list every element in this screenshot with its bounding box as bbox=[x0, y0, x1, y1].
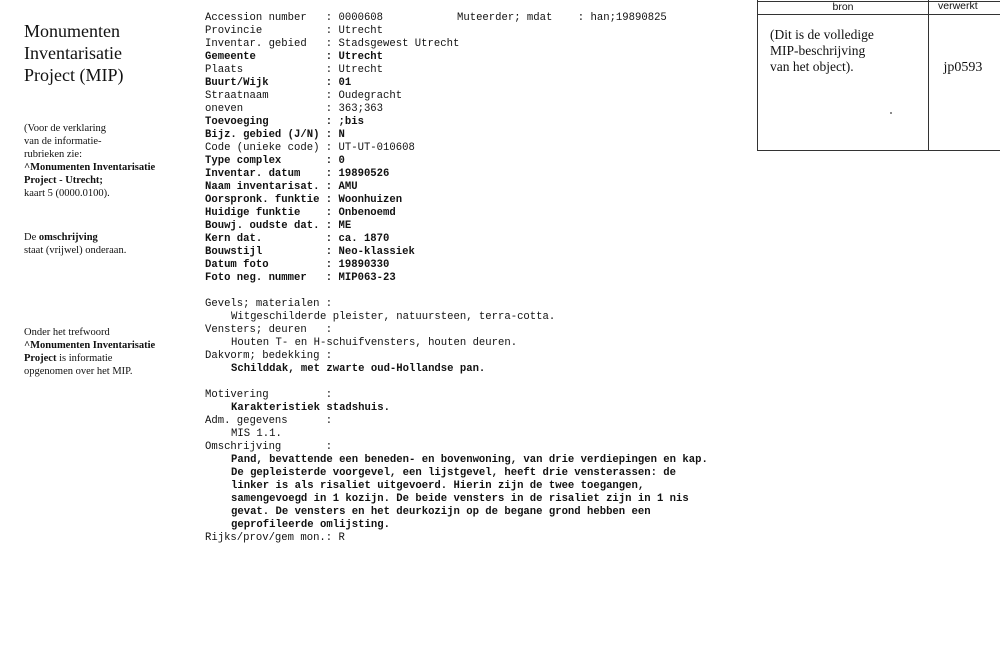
adm-value: MIS 1.1. bbox=[231, 428, 282, 440]
field-value: Utrecht bbox=[338, 25, 384, 37]
record-field: oneven : 363;363 bbox=[205, 103, 384, 115]
field-label: Naam inventarisat. bbox=[205, 181, 320, 193]
field-label: Oorspronk. funktie bbox=[205, 194, 320, 206]
field-value: Utrecht bbox=[338, 64, 384, 76]
record-field: Plaats : Utrecht bbox=[205, 64, 384, 76]
note-bold: Project - Utrecht; bbox=[24, 175, 103, 186]
note-bold: ^Monumenten Inventarisatie bbox=[24, 340, 156, 351]
omschrijving-label: Omschrijving : bbox=[205, 441, 333, 453]
field-label: Provincie bbox=[205, 25, 320, 37]
source-box bbox=[757, 0, 1000, 151]
record-field: Toevoeging : ;bis bbox=[205, 116, 364, 128]
omschrijving-line: gevat. De vensters en het deurkozijn op de begane grond hebben een bbox=[231, 506, 651, 518]
field-label: Bouwj. oudste dat. bbox=[205, 220, 320, 232]
omschrijving-line: geprofileerde omlijsting. bbox=[231, 519, 390, 531]
note-line bbox=[24, 161, 155, 174]
mip-title-line: Monumenten bbox=[24, 21, 120, 41]
field-value: Woonhuizen bbox=[338, 194, 403, 206]
note-bold: omschrijving bbox=[38, 232, 98, 243]
bron-line: (Dit is de volledige bbox=[770, 27, 874, 42]
field-label: Bouwstijl bbox=[205, 246, 320, 258]
field-label: Inventar. gebied bbox=[205, 38, 320, 50]
field-value: AMU bbox=[338, 181, 358, 193]
mip-title-line: Inventarisatie bbox=[24, 43, 122, 63]
record-field: Kern dat. : ca. 1870 bbox=[205, 233, 390, 245]
explanation-note bbox=[24, 122, 155, 200]
omschrijving-line: De gepleisterde voorgevel, een lijstgevel, heeft drie vensterassen: de bbox=[231, 467, 677, 479]
note-line: kaart 5 (0000.0100). bbox=[24, 188, 110, 199]
record-field: Huidige funktie : Onbenoemd bbox=[205, 207, 396, 219]
note-bold: ^Monumenten Inventarisatie bbox=[24, 162, 156, 173]
dakvorm-label: Dakvorm; bedekking : bbox=[205, 350, 333, 362]
record-fields bbox=[205, 12, 708, 285]
field-value: 0 bbox=[338, 155, 345, 167]
record-field: Buurt/Wijk : 01 bbox=[205, 77, 352, 89]
note-line: Onder het trefwoord bbox=[24, 327, 110, 338]
bron-description bbox=[770, 27, 874, 75]
field-label: Accession number bbox=[205, 12, 320, 24]
field-label: Code (unieke code) bbox=[205, 142, 320, 154]
scan-speck bbox=[890, 112, 892, 114]
mip-title bbox=[24, 20, 123, 86]
note-line: rubrieken zie: bbox=[24, 149, 83, 160]
record-field: Bijz. gebied (J/N) : N bbox=[205, 129, 345, 141]
verwerkt-header: verwerkt bbox=[938, 0, 978, 12]
field-label: Straatnaam bbox=[205, 90, 320, 102]
note-line: (Voor de verklaring bbox=[24, 123, 107, 134]
field-label: Bijz. gebied (J/N) bbox=[205, 129, 320, 141]
field-label: Foto neg. nummer bbox=[205, 272, 320, 284]
omschrijving-note bbox=[24, 231, 126, 257]
field-value: Stadsgewest Utrecht bbox=[338, 38, 460, 50]
muteerder-field: Muteerder; mdat : han;19890825 bbox=[457, 12, 667, 24]
field-label: Toevoeging bbox=[205, 116, 320, 128]
record-field: Bouwstijl : Neo-klassiek bbox=[205, 246, 415, 258]
note-line bbox=[24, 352, 155, 365]
field-value: Neo-klassiek bbox=[338, 246, 415, 258]
record-field: Oorspronk. funktie : Woonhuizen bbox=[205, 194, 403, 206]
note-line bbox=[24, 174, 155, 187]
omschrijving-line: Pand, bevattende een beneden- en bovenwoning, van drie verdiepingen en kap. bbox=[231, 454, 708, 466]
field-label: Inventar. datum bbox=[205, 168, 320, 180]
box-header-rule bbox=[758, 14, 1000, 15]
field-label: Datum foto bbox=[205, 259, 320, 271]
field-label: Huidige funktie bbox=[205, 207, 320, 219]
record-field: Gemeente : Utrecht bbox=[205, 51, 384, 63]
adm-label: Adm. gegevens : bbox=[205, 415, 333, 427]
field-label: Plaats bbox=[205, 64, 320, 76]
record-field: Provincie : Utrecht bbox=[205, 25, 384, 37]
trefwoord-note bbox=[24, 326, 155, 378]
vensters-label: Vensters; deuren : bbox=[205, 324, 333, 336]
omschrijving-line: linker is als risaliet uitgevoerd. Hierin zijn de twee toegangen, bbox=[231, 480, 645, 492]
field-value: N bbox=[338, 129, 345, 141]
note-line: opgenomen over het MIP. bbox=[24, 366, 133, 377]
gevels-label: Gevels; materialen : bbox=[205, 298, 333, 310]
note-line: van de informatie- bbox=[24, 136, 102, 147]
field-value: 0000608 bbox=[338, 12, 384, 24]
note-line bbox=[24, 339, 155, 352]
note-line bbox=[24, 231, 126, 244]
vensters-value: Houten T- en H-schuifvensters, houten deuren. bbox=[231, 337, 518, 349]
field-value: UT-UT-010608 bbox=[338, 142, 415, 154]
field-value: ;bis bbox=[338, 116, 364, 128]
record-field: Foto neg. nummer : MIP063-23 bbox=[205, 272, 396, 284]
bron-line: MIP-beschrijving bbox=[770, 43, 866, 58]
record-body bbox=[205, 12, 708, 545]
field-value: 19890330 bbox=[338, 259, 390, 271]
record-field: Straatnaam : Oudegracht bbox=[205, 90, 403, 102]
field-value: 01 bbox=[338, 77, 352, 89]
field-label: Buurt/Wijk bbox=[205, 77, 320, 89]
field-label: Kern dat. bbox=[205, 233, 320, 245]
field-label: Gemeente bbox=[205, 51, 320, 63]
record-field: Naam inventarisat. : AMU bbox=[205, 181, 358, 193]
note-bold: Project bbox=[24, 353, 57, 364]
gevels-value: Witgeschilderde pleister, natuursteen, terra-cotta. bbox=[231, 311, 556, 323]
note-text: is informatie bbox=[56, 353, 113, 364]
record-field: Inventar. gebied : Stadsgewest Utrecht bbox=[205, 38, 460, 50]
motivering-label: Motivering : bbox=[205, 389, 333, 401]
record-field: Inventar. datum : 19890526 bbox=[205, 168, 390, 180]
record-field: Code (unieke code) : UT-UT-010608 bbox=[205, 142, 415, 154]
note-line: staat (vrijwel) onderaan. bbox=[24, 245, 127, 256]
field-label: oneven bbox=[205, 103, 320, 115]
omschrijving-line: samengevoegd in 1 kozijn. De beide vensters in de risaliet zijn in 1 nis bbox=[231, 493, 689, 505]
rijks-line: Rijks/prov/gem mon.: R bbox=[205, 532, 345, 544]
bron-line: van het object). bbox=[770, 59, 854, 74]
record-field: Accession number : 0000608 bbox=[205, 12, 384, 24]
field-value: Onbenoemd bbox=[338, 207, 396, 219]
field-label: Type complex bbox=[205, 155, 320, 167]
record-field: Bouwj. oudste dat. : ME bbox=[205, 220, 352, 232]
record-field: Datum foto : 19890330 bbox=[205, 259, 390, 271]
field-value: ME bbox=[338, 220, 352, 232]
note-text: De bbox=[24, 232, 39, 243]
mip-title-line: Project (MIP) bbox=[24, 65, 124, 85]
field-value: ca. 1870 bbox=[338, 233, 390, 245]
motivering-value: Karakteristiek stadshuis. bbox=[231, 402, 390, 414]
field-value: 19890526 bbox=[338, 168, 390, 180]
bron-header: bron bbox=[832, 1, 854, 13]
field-value: Utrecht bbox=[338, 51, 384, 63]
field-value: Oudegracht bbox=[338, 90, 403, 102]
field-value: 363;363 bbox=[338, 103, 384, 115]
dakvorm-value: Schilddak, met zwarte oud-Hollandse pan. bbox=[231, 363, 486, 375]
verwerkt-code: jp0593 bbox=[943, 60, 983, 75]
record-field: Type complex : 0 bbox=[205, 155, 345, 167]
field-value: MIP063-23 bbox=[338, 272, 396, 284]
